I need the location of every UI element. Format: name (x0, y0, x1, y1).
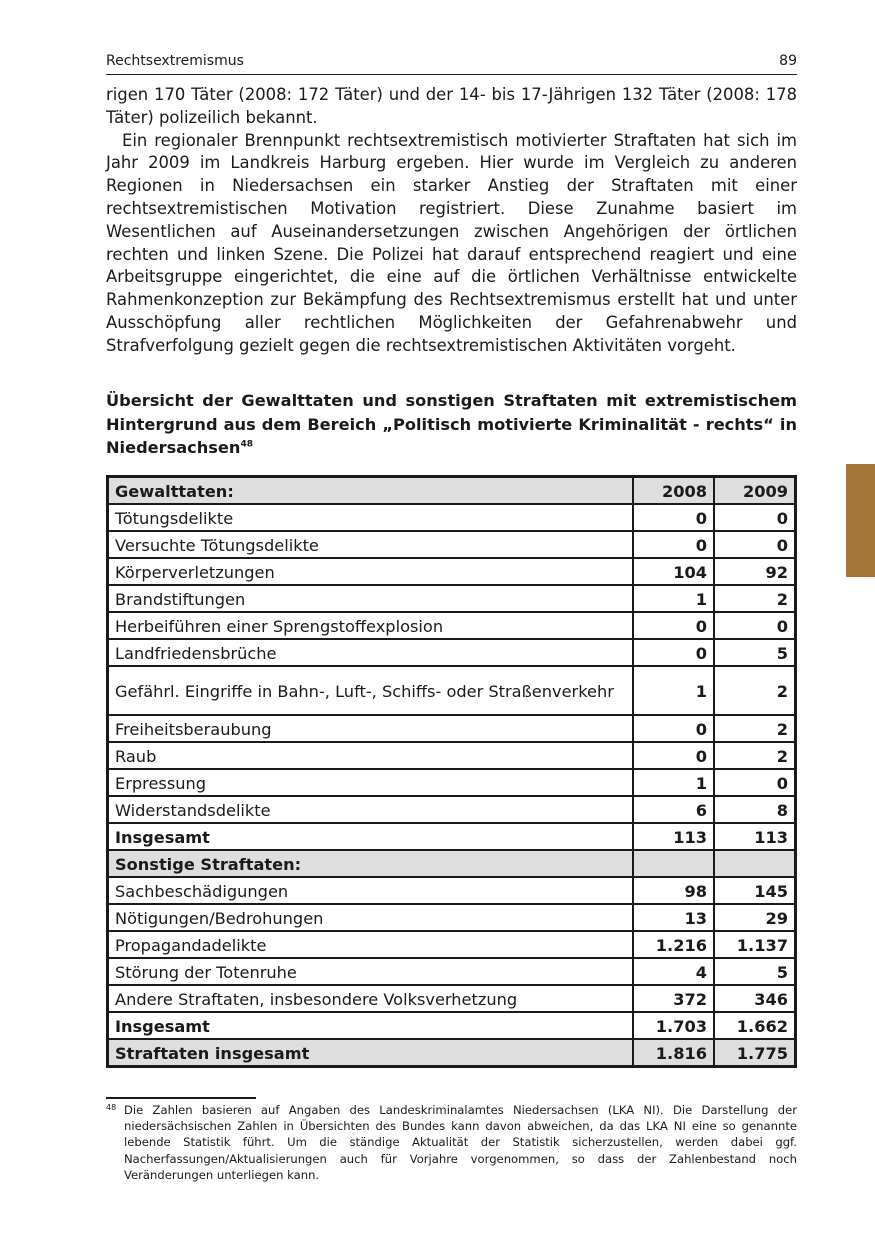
value-2008: 1.216 (633, 931, 714, 958)
value-2008: 1 (633, 666, 714, 715)
row-label: Andere Straftaten, insbesondere Volksverhetzung (108, 985, 634, 1012)
value-2008: 4 (633, 958, 714, 985)
footnote-reference: 48 (240, 439, 253, 450)
value-2008: 0 (633, 612, 714, 639)
value-2008: 1.816 (633, 1039, 714, 1067)
page-number: 89 (779, 53, 797, 69)
table-row (108, 666, 796, 715)
value-2009: 346 (714, 985, 796, 1012)
table-row (108, 958, 796, 985)
value-2009: 1.137 (714, 931, 796, 958)
row-label: Insgesamt (108, 823, 634, 850)
paragraph-2: Ein regionaler Brennpunkt rechtsextremistisch motivierter Straftaten hat sich im Jahr 2009 im Landkreis Harburg ergeben. Hier wurde im Vergleich zu anderen Regionen in Niedersachsen ein starker Anstieg der Straftaten mit einer rechtsextremistischen Motivation registriert. Diese Zunahme basiert im Wesentlichen auf Auseinandersetzungen zwischen Angehörigen der örtlichen rechten und linken Szene. Die Polizei hat darauf entsprechend reagiert und eine Arbeitsgruppe eingerichtet, die eine auf die örtlichen Verhältnisse entwickelte Rahmenkonzeption zur Bekämpfung des Rechtsextremismus erstellt hat und unter Ausschöpfung aller rechtlichen Möglichkeiten der Gefahrenabwehr und Strafverfolgung gezielt gegen die rechtsextremistischen Aktivitäten vorgeht. (106, 130, 797, 355)
chapter-tab-marker (846, 464, 875, 577)
value-2009: 0 (714, 612, 796, 639)
running-title: Rechtsextremismus (106, 53, 244, 69)
row-label: Brandstiftungen (108, 585, 634, 612)
value-2008: 0 (633, 504, 714, 531)
row-label: Straftaten insgesamt (108, 1039, 634, 1067)
value-2009: 92 (714, 558, 796, 585)
table-row (108, 639, 796, 666)
header-year-2009: 2009 (714, 477, 796, 505)
value-2009: 29 (714, 904, 796, 931)
table-row (108, 558, 796, 585)
row-label: Widerstandsdelikte (108, 796, 634, 823)
empty-cell (714, 850, 796, 877)
row-label: Freiheitsberaubung (108, 715, 634, 742)
value-2008: 372 (633, 985, 714, 1012)
paragraph-1: rigen 170 Täter (2008: 172 Täter) und der 14- bis 17-Jährigen 132 Täter (2008: 178 Täter) polizeilich bekannt. (106, 85, 797, 127)
table-row (108, 531, 796, 558)
value-2008: 98 (633, 877, 714, 904)
row-label: Sonstige Straftaten: (108, 850, 634, 877)
row-label: Raub (108, 742, 634, 769)
header-label: Gewalttaten: (108, 477, 634, 505)
table-row (108, 742, 796, 769)
value-2009: 2 (714, 742, 796, 769)
value-2009: 2 (714, 715, 796, 742)
value-2008: 13 (633, 904, 714, 931)
table-row (108, 715, 796, 742)
value-2008: 1 (633, 585, 714, 612)
row-label: Tötungsdelikte (108, 504, 634, 531)
table-row (108, 904, 796, 931)
value-2009: 1.775 (714, 1039, 796, 1067)
body-text (106, 84, 797, 358)
table-row (108, 877, 796, 904)
value-2009: 0 (714, 531, 796, 558)
value-2008: 0 (633, 639, 714, 666)
value-2008: 0 (633, 715, 714, 742)
running-header (106, 50, 797, 75)
table-heading (106, 389, 797, 460)
value-2008: 0 (633, 742, 714, 769)
value-2009: 5 (714, 639, 796, 666)
value-2009: 113 (714, 823, 796, 850)
table-row (108, 585, 796, 612)
table-header-row (108, 477, 796, 505)
row-label: Insgesamt (108, 1012, 634, 1039)
table-row (108, 931, 796, 958)
row-label: Herbeiführen einer Sprengstoffexplosion (108, 612, 634, 639)
value-2009: 0 (714, 504, 796, 531)
row-label: Gefährl. Eingriffe in Bahn-, Luft-, Schiffs- oder Straßenverkehr (108, 666, 634, 715)
row-label: Propagandadelikte (108, 931, 634, 958)
value-2008: 6 (633, 796, 714, 823)
value-2009: 8 (714, 796, 796, 823)
header-year-2008: 2008 (633, 477, 714, 505)
table-heading-text: Übersicht der Gewalttaten und sonstigen Straftaten mit extremistischem Hintergrund aus dem Bereich „Politisch motivierte Kriminalität - rechts“ in Niedersachsen (106, 391, 797, 457)
value-2009: 2 (714, 585, 796, 612)
footnote (106, 1102, 797, 1183)
other-total-row (108, 1012, 796, 1039)
value-2009: 2 (714, 666, 796, 715)
table-row (108, 796, 796, 823)
footnote-text: Die Zahlen basieren auf Angaben des Landeskriminalamtes Niedersachsen (LKA NI). Die Darstellung der niedersächsischen Zahlen in Übersichten des Bundes kann davon abweichen, da das LKA NI eine so genannte lebende Statistik führt. Um die ständige Aktualität der Statistik sicherzustellen, werden dabei ggf. Nacherfassungen/Aktualisierungen auch für Vorjahre vorgenommen, so dass der Zahlenbestand noch Veränderungen unterliegen kann. (124, 1103, 797, 1182)
table-row (108, 504, 796, 531)
value-2008: 1.703 (633, 1012, 714, 1039)
table-row (108, 985, 796, 1012)
row-label: Störung der Totenruhe (108, 958, 634, 985)
row-label: Landfriedensbrüche (108, 639, 634, 666)
row-label: Sachbeschädigungen (108, 877, 634, 904)
value-2008: 0 (633, 531, 714, 558)
value-2008: 104 (633, 558, 714, 585)
other-crimes-header-row (108, 850, 796, 877)
crime-statistics-table (106, 475, 797, 1068)
row-label: Nötigungen/Bedrohungen (108, 904, 634, 931)
value-2009: 1.662 (714, 1012, 796, 1039)
table-row (108, 769, 796, 796)
footnote-number: 48 (106, 1103, 117, 1112)
row-label: Erpressung (108, 769, 634, 796)
value-2009: 5 (714, 958, 796, 985)
value-2009: 0 (714, 769, 796, 796)
footnote-divider (106, 1097, 256, 1099)
empty-cell (633, 850, 714, 877)
violent-total-row (108, 823, 796, 850)
row-label: Versuchte Tötungsdelikte (108, 531, 634, 558)
row-label: Körperverletzungen (108, 558, 634, 585)
value-2008: 1 (633, 769, 714, 796)
grand-total-row (108, 1039, 796, 1067)
value-2009: 145 (714, 877, 796, 904)
value-2008: 113 (633, 823, 714, 850)
table-row (108, 612, 796, 639)
